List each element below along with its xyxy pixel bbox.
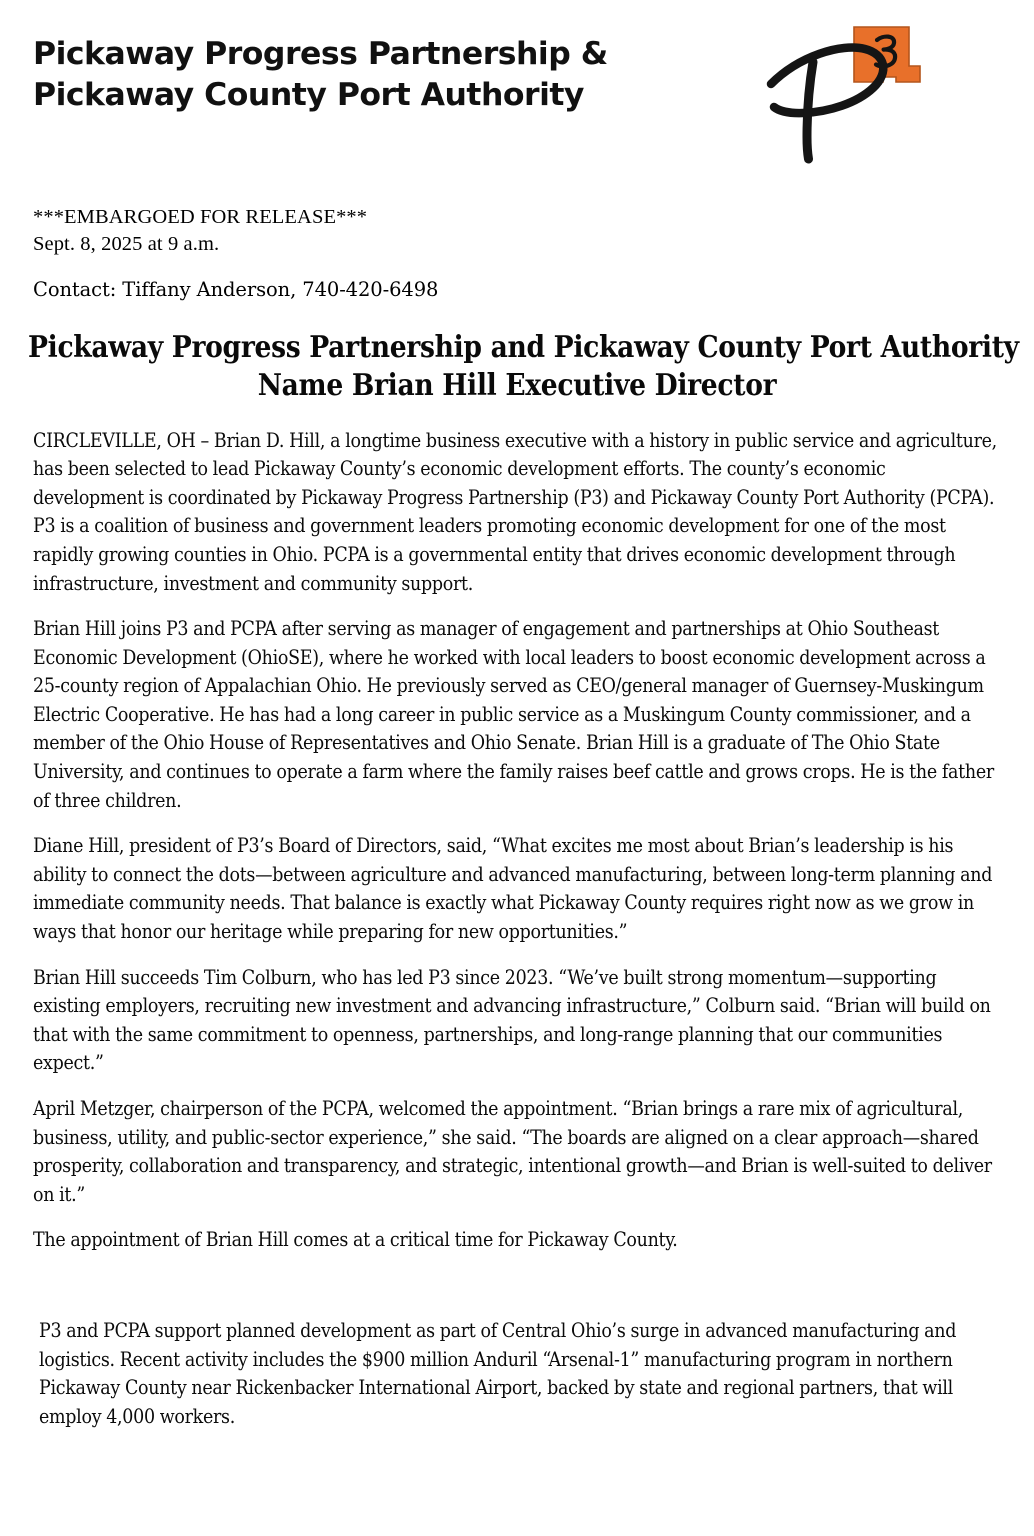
- embargo-datetime: Sept. 8, 2025 at 9 a.m.: [33, 233, 220, 256]
- headline: [28, 328, 1019, 405]
- body-paragraph: Brian Hill joins P3 and PCPA after serving as manager of engagement and partnerships at Ohio Southeast Economic Development (OhioSE), where he worked with local leaders to boost economic development across a 25-county region of Appalachian Ohio. He previously served as CEO/general manager of Guernsey-Muskingum Electric Cooperative. He has had a long career in public service as a Muskingum County commissioner, and a member of the Ohio House of Representatives and Ohio Senate. Brian Hill is a graduate of The Ohio State University, and continues to operate a farm where the family raises beef cattle and grows crops. He is the father of three children.: [33, 617, 994, 812]
- closing-paragraph: P3 and PCPA support planned development as part of Central Ohio’s surge in advanced manufacturing and logistics. Recent activity includes the $900 million Anduril “Arsenal-1” manufacturing program in northern Pickaway County near Rickenbacker International Airport, backed by state and regional partners, that will employ 4,000 workers.: [39, 1318, 957, 1428]
- contact-info: Contact: Tiffany Anderson, 740-420-6498: [33, 277, 439, 301]
- masthead: [0, 0, 1034, 184]
- body-copy: [0, 427, 1034, 1432]
- p3-logo: [757, 14, 922, 169]
- body-paragraph: CIRCLEVILLE, OH – Brian D. Hill, a longtime business executive with a history in public service and agriculture, has been selected to lead Pickaway County’s economic development efforts. The county’s economic development is coordinated by Pickaway Progress Partnership (P3) and Pickaway County Port Authority (PCPA). P3 is a coalition of business and government leaders promoting economic development for one of the most rapidly growing counties in Ohio. PCPA is a governmental entity that drives economic development through infrastructure, investment and community support.: [33, 428, 997, 595]
- logo-p-stem: [807, 62, 813, 159]
- body-paragraph: Brian Hill succeeds Tim Colburn, who has led P3 since 2023. “We’ve built strong momentum—supporting existing employers, recruiting new investment and advancing infrastructure,” Colburn said. “Brian will build on that with the same commitment to openness, partnerships, and long-range planning that our communities expect.”: [33, 965, 991, 1075]
- closing-block: [33, 1317, 998, 1431]
- release-metadata: [0, 204, 1034, 302]
- body-paragraph: The appointment of Brian Hill comes at a critical time for Pickaway County.: [33, 1228, 678, 1252]
- organization-title-line-1: Pickaway Progress Partnership &: [33, 36, 608, 72]
- embargo-notice: ***EMBARGOED FOR RELEASE***: [33, 206, 368, 228]
- organization-title: [33, 34, 723, 116]
- body-paragraph: Diane Hill, president of P3’s Board of Directors, said, “What excites me most about Brian’s leadership is his ability to connect the dots—between agriculture and advanced manufacturing, between long-term planning and immediate community needs. That balance is exactly what Pickaway County requires right now as we grow in ways that honor our heritage while preparing for new opportunities.”: [33, 834, 993, 944]
- headline-line-1: Pickaway Progress Partnership and Pickaway County Port Authority: [28, 328, 1019, 364]
- organization-title-line-2: Pickaway County Port Authority: [33, 76, 584, 113]
- headline-line-2: Name Brian Hill Executive Director: [257, 367, 777, 403]
- body-paragraph: April Metzger, chairperson of the PCPA, welcomed the appointment. “Brian brings a rare mix of agricultural, business, utility, and public-sector experience,” she said. “The boards are aligned on a clear approach—shared prosperity, collaboration and transparency, and strategic, intentional growth—and Brian is well-suited to deliver on it.”: [33, 1097, 992, 1206]
